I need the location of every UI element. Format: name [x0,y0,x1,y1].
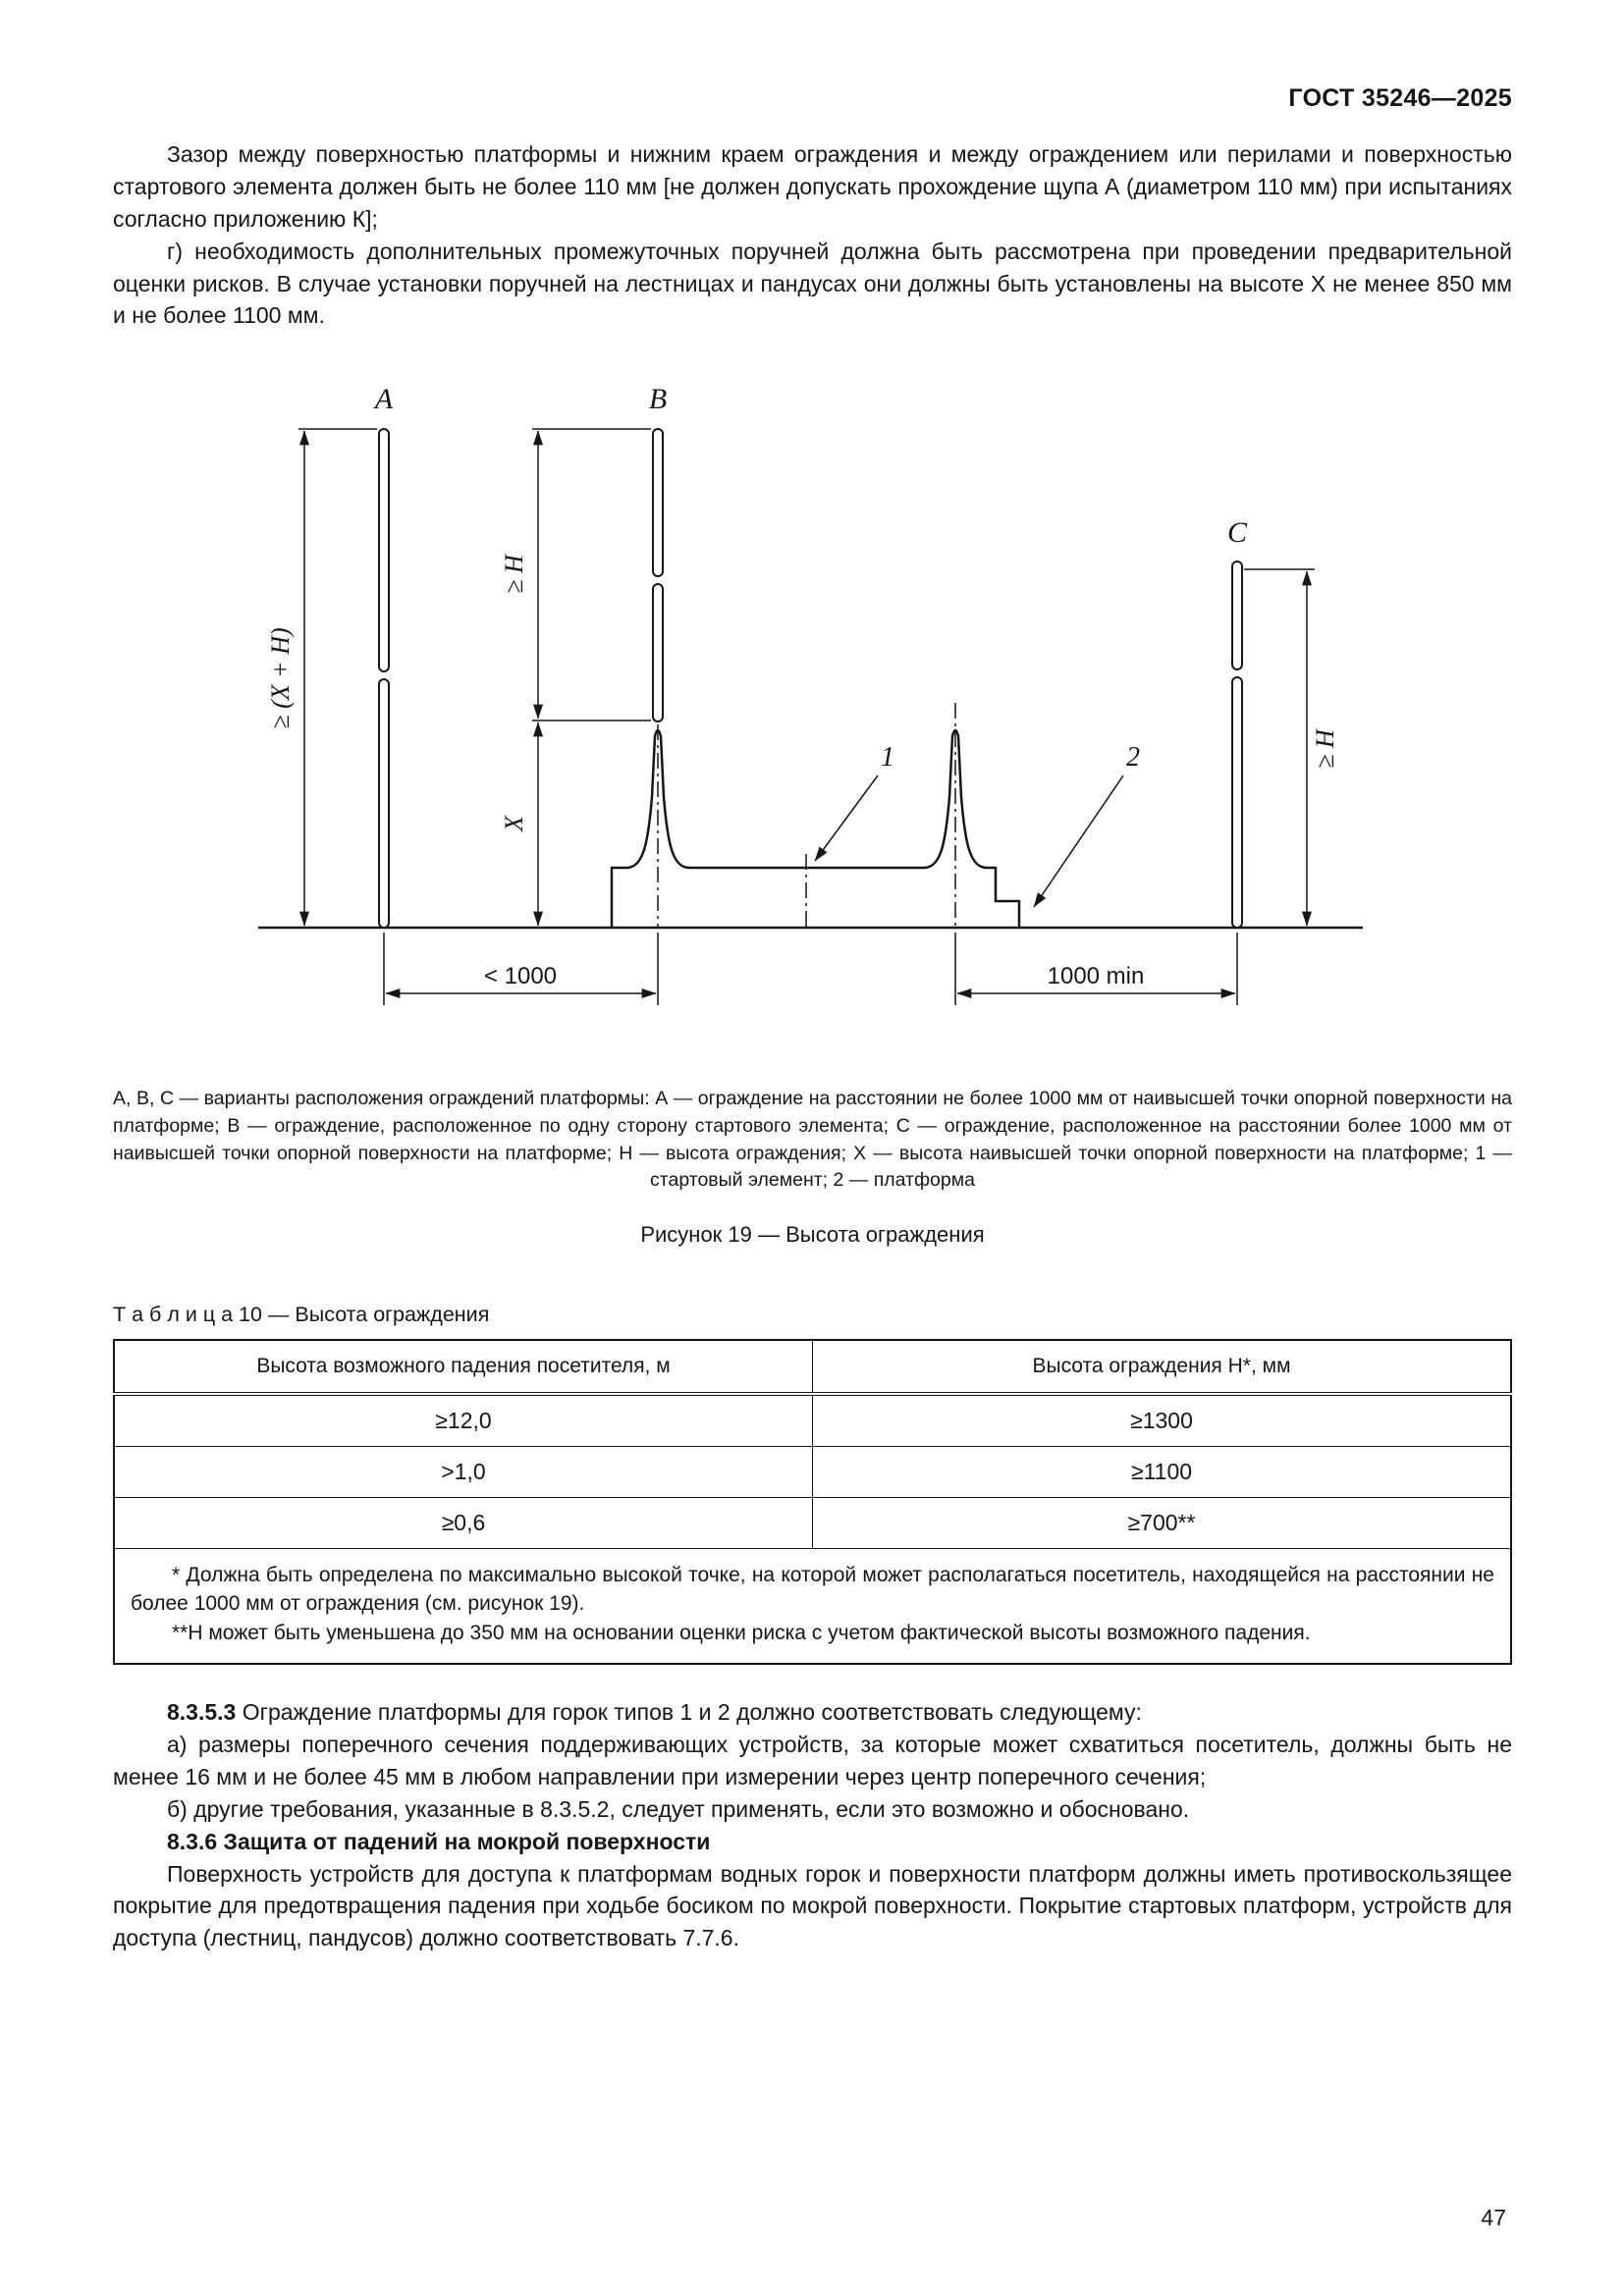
label-dim-1000-min: 1000 min [1047,963,1144,990]
label-dim-h-right: ≥ H [1310,729,1339,770]
post-a [379,429,389,928]
platform-profile [612,730,1019,928]
post-b [653,429,663,721]
figure-19 [113,365,1512,1248]
footnote-asterisk: * Должна быть определена по максимально высокой точке, на которой может располагаться посетитель, находящейся на расстоянии не более 1000 мм от ограждения (см. рисунок 19). [131,1564,1494,1616]
document-code: ГОСТ 35246—2025 [1288,84,1512,112]
guard-height-diagram [204,365,1422,1052]
label-dim-under-1000: < 1000 [483,963,557,990]
label-callout-1: 1 [880,742,894,774]
post-c [1232,561,1242,928]
col-header-guard-height: Высота ограждения Н*, мм [813,1340,1512,1394]
clause-text: Ограждение платформы для горок типов 1 и 2 должно соответствовать следующему: [242,1699,1142,1726]
clause-number: 8.3.5.3 [167,1699,237,1726]
table-footnote-row [114,1549,1511,1665]
paragraph-item-g: г) необходимость дополнительных промежуточных поручней должна быть рассмотрена при проведении предварительной оценки рисков. В случае установки поручней на лестницах и пандусах они должны быть установлены на высоте X не менее 850 мм и не более 1100 мм. [113,238,1512,329]
table-10-label: Т а б л и ц а 10 — Высота ограждения [113,1303,490,1326]
label-dim-x: X [499,816,528,832]
paragraph-gap-requirement: Зазор между поверхностью платформы и нижним краем ограждения и между ограждением или перилами и поверхностью стартового элемента должен быть не более 110 мм [не должен допускать прохождение щупа А (диаметром 110 мм) при испытаниях согласно приложению К]; [113,141,1512,232]
list-item-b: б) другие требования, указанные в 8.3.5.2, следует применять, если это возможно и обосновано. [167,1795,1190,1822]
col-header-fall-height: Высота возможного падения посетителя, м [114,1340,813,1394]
table-row [114,1447,1511,1498]
cell-fall-height-3: ≥0,6 [114,1498,813,1549]
label-post-b: B [648,383,667,416]
section-8-3-5-3 [113,1696,1512,1954]
table-row [114,1394,1511,1447]
label-post-c: C [1226,516,1247,550]
cell-guard-height-1: ≥1300 [813,1394,1512,1447]
clause-8-3-5-3 [113,1696,1512,1729]
table-footnotes [114,1549,1511,1665]
table-header-row [114,1340,1511,1394]
cell-guard-height-2: ≥1100 [813,1447,1512,1498]
page-number: 47 [1481,2205,1506,2230]
leader-start-element [815,775,878,861]
figure-caption: А, В, С — варианты расположения ограждений платформы: А — ограждение на расстоянии не более 1000 мм от наивысшей точки опорной поверхности на платформе; В — ограждение, расположенное по одну сторону стартового элемента; С — ограждение, расположенное на расстоянии более 1000 мм от наивысшей точки опорной поверхности на платформе; Н — высота ограждения; Х — высота наивысшей точки опорной поверхности на платформе; 1 — стартовый элемент; 2 — платформа [113,1088,1512,1192]
label-dim-h-left: ≥ H [499,555,528,595]
leader-platform [1034,775,1123,907]
cell-guard-height-3: ≥700** [813,1498,1512,1549]
cell-fall-height-2: >1,0 [114,1447,813,1498]
label-dim-x-plus-h: ≥ (X + H) [265,627,295,729]
heading-8-3-6: 8.3.6 Защита от падений на мокрой поверхности [167,1828,711,1854]
table-row [114,1498,1511,1549]
label-post-a: A [374,383,393,416]
footnote-double-asterisk: **Н может быть уменьшена до 350 мм на основании оценки риска с учетом фактической высоты возможного падения. [172,1621,1311,1644]
paragraph-8-3-6: Поверхность устройств для доступа к платформам водных горок и поверхности платформ должны иметь противоскользящее покрытие для предотвращения падения при ходьбе босиком по мокрой поверхности. Покрытие стартовых платформ, устройств для доступа (лестниц, пандусов) должно соответствовать 7.7.6. [113,1860,1512,1951]
table-10 [113,1339,1512,1665]
label-callout-2: 2 [1125,742,1140,774]
list-item-a: а) размеры поперечного сечения поддерживающих устройств, за которые может схватиться посетитель, должны быть не менее 16 мм и не более 45 мм в любом направлении при измерении через центр поперечного сечения; [113,1732,1512,1789]
figure-title: Рисунок 19 — Высота ограждения [640,1222,985,1247]
cell-fall-height-1: ≥12,0 [114,1394,813,1447]
